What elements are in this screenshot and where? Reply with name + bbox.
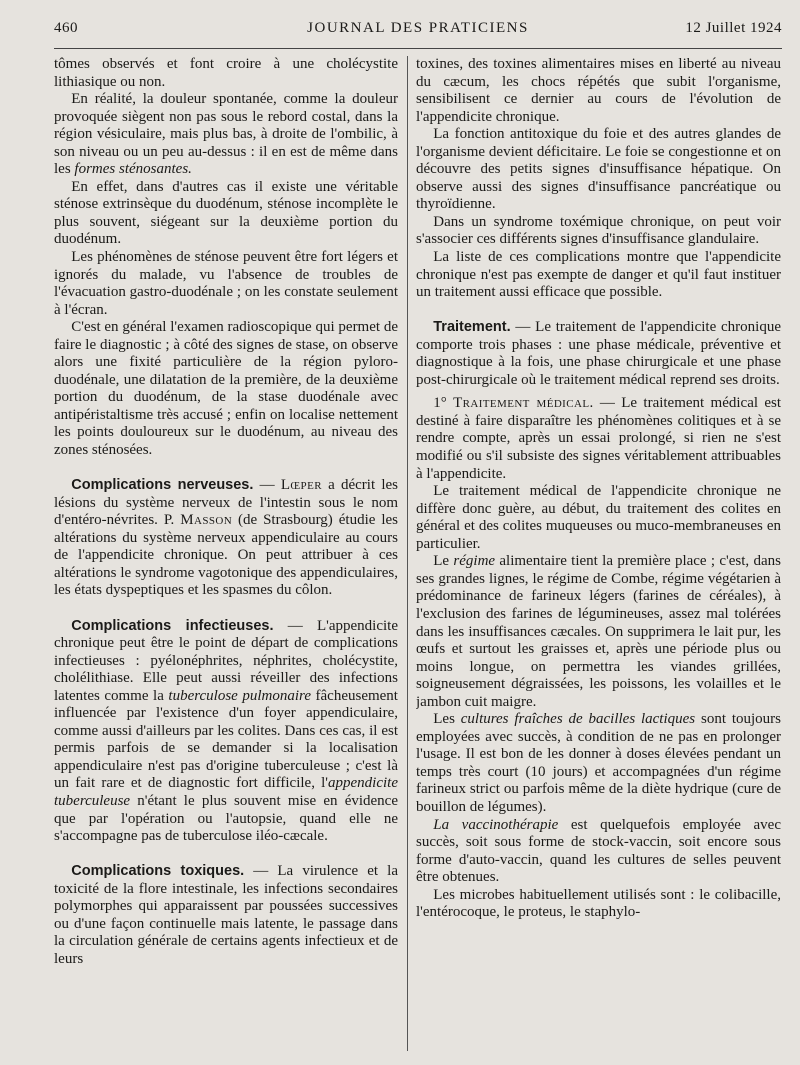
right-column [416,56,781,1051]
paragraph: La liste de ces complications montre que l'appendicite chronique n'est pas exempte de danger et qu'il faut instituer un traitement aussi efficace que possible. [416,249,781,301]
section-nervous-complications: Complications nerveuses. — Lœper a décrit les lésions du système nerveux de l'intestin sous le nom d'entéro-névrites. P. Masson (de Strasbourg) étudie les altérations du système nerveux appendiculaire au cours de l'appendicite chronique. On peut attribuer à ces altérations le syndrome vagotonique des appendiculaires, les états dyspeptiques et les spasmes du côlon. [54,477,398,599]
author-name: Lœper [280,477,322,494]
section-heading: Complications infectieuses. [71,617,274,634]
section-heading: Traitement. [433,319,511,336]
left-column [54,56,398,1051]
paragraph: C'est en général l'examen radioscopique qui permet de faire le diagnostic ; à côté des signes de stase, on observe alors une fixité particulière de la région pyloro-duodénale, une dilatation de la première, de la deuxième portion du duodénum, de la stase duodénale avec antipéristaltisme très accusé ; enfin on localise nettement les points douloureux sur le duodénum, au niveau des zones sténosées. [54,319,398,459]
author-name: Masson [180,512,233,529]
subsection-heading: Traitement médical. [453,395,594,412]
journal-title: JOURNAL DES PRATICIENS [307,20,529,36]
page-number: 460 [54,20,78,36]
paragraph: Dans un syndrome toxémique chronique, on peut voir s'associer ces différents signes d'insuffisance glandulaire. [416,213,781,248]
section-treatment: Traitement. — Le traitement de l'appendicite chronique comporte trois phases : une phase médicale, préventive et diagnostique à la fois, une phase chirurgicale et une phase post-chirurgicale où le traitement médical reprend ses droits. [416,319,781,388]
paragraph: Les microbes habituellement utilisés sont : le colibacille, l'entérocoque, le proteus, le staphylo- [416,886,781,921]
paragraph: Les phénomènes de sténose peuvent être fort légers et ignorés du malade, vu l'absence de troubles de l'évacuation gastro-duodénale ; on les constate seulement à l'écran. [54,249,398,318]
header-rule [54,48,782,49]
section-heading: Complications nerveuses. [71,477,254,494]
paragraph: Le régime alimentaire tient la première place ; c'est, dans ses grandes lignes, le régime de Combe, régime végétarien à prédominance de farineux légers (farines de céréales), à l'exclusion des farines de légumineuses, assez mal tolérées dans les insuffisances cæcales. On supprimera le lait pur, les œufs et surtout les graisses et, après une période plus ou moins longue, on permettra les viandes grillées, soigneusement dégraissées, les poissons, les volailles et le jambon cuit maigre. [416,553,781,710]
paragraph: Les cultures fraîches de bacilles lactiques sont toujours employées avec succès, à condition de ne pas en prolonger l'usage. Il est bon de les donner à doses élevées pendant un temps très court (10 jours) et accompagnées d'un régime farineux strict ou parfois même de la diète hydrique (cure de bouillon de légumes). [416,711,781,815]
paragraph: toxines, des toxines alimentaires mises en liberté au niveau du cæcum, les chocs répétés que subit l'organisme, sensibilisent ce dernier au cours de l'évolution de l'appendicite chronique. [416,56,781,125]
subsection-medical-treatment: 1° Traitement médical. — Le traitement médical est destiné à faire disparaître les phénomènes colitiques et à se rendre compte, après un essai prolongé, si rien ne s'est modifié ou s'il subsiste des signes véritablement attribuables à l'appendicite. [416,395,781,482]
paragraph: La fonction antitoxique du foie et des autres glandes de l'organisme devient déficitaire. Le foie se congestionne et on découvre des petits signes d'insuffisance hépatique. On observe aussi des signes d'insuffisance pancréatique ou thyroïdienne. [416,126,781,213]
section-toxic-complications: Complications toxiques. — La virulence et la toxicité de la flore intestinale, les infections secondaires polymorphes qui apparaissent par poussées successives ou d'une façon continuelle mais latente, le passage dans la circulation générale de certains agents infectieux et de leurs [54,863,398,967]
paragraph: tômes observés et font croire à une cholécystite lithiasique ou non. [54,56,398,90]
paragraph: La vaccinothérapie est quelquefois employée avec succès, soit sous forme de stock-vaccin, soit encore sous forme d'auto-vaccin, quand les cultures de selles peuvent être obtenues. [416,816,781,886]
issue-date: 12 Juillet 1924 [685,20,782,36]
running-header [54,20,782,42]
column-divider [407,56,408,1051]
section-infectious-complications: Complications infectieuses. — L'appendicite chronique peut être le point de départ de complications infectieuses : pyélonéphrites, néphrites, cholécystite, cholélithiase. Elle peut aussi réveiller des infections latentes comme la tuberculose pulmonaire fâcheusement influencée par l'existence d'un foyer appendiculaire, comme aussi d'ailleurs par les colites. Dans ces cas, il est permis parfois de se demander si la localisation appendiculaire n'est pas d'origine tuberculeuse ; c'est là un fait rare et de diagnostic fort difficile, l'appendicite tuberculeuse n'étant le plus souvent mise en évidence que par l'opération ou l'autopsie, quand elle ne s'accompagne pas de tuberculose iléo-cæcale. [54,617,398,845]
paragraph: En réalité, la douleur spontanée, comme la douleur provoquée siègent non pas sous le rebord costal, dans la région vésiculaire, mais plus bas, à droite de l'ombilic, à son niveau ou un peu au-dessus : il en est de même dans les formes sténosantes. [54,91,398,178]
paragraph: En effet, dans d'autres cas il existe une véritable sténose extrinsèque du duodénum, sténose incomplète le plus souvent, siégeant sur la deuxième portion du duodénum. [54,178,398,248]
paragraph: Le traitement médical de l'appendicite chronique ne diffère donc guère, au début, du traitement des colites en général et des colites muqueuses ou muco-membraneuses en particulier. [416,483,781,552]
section-heading: Complications toxiques. [71,863,245,880]
